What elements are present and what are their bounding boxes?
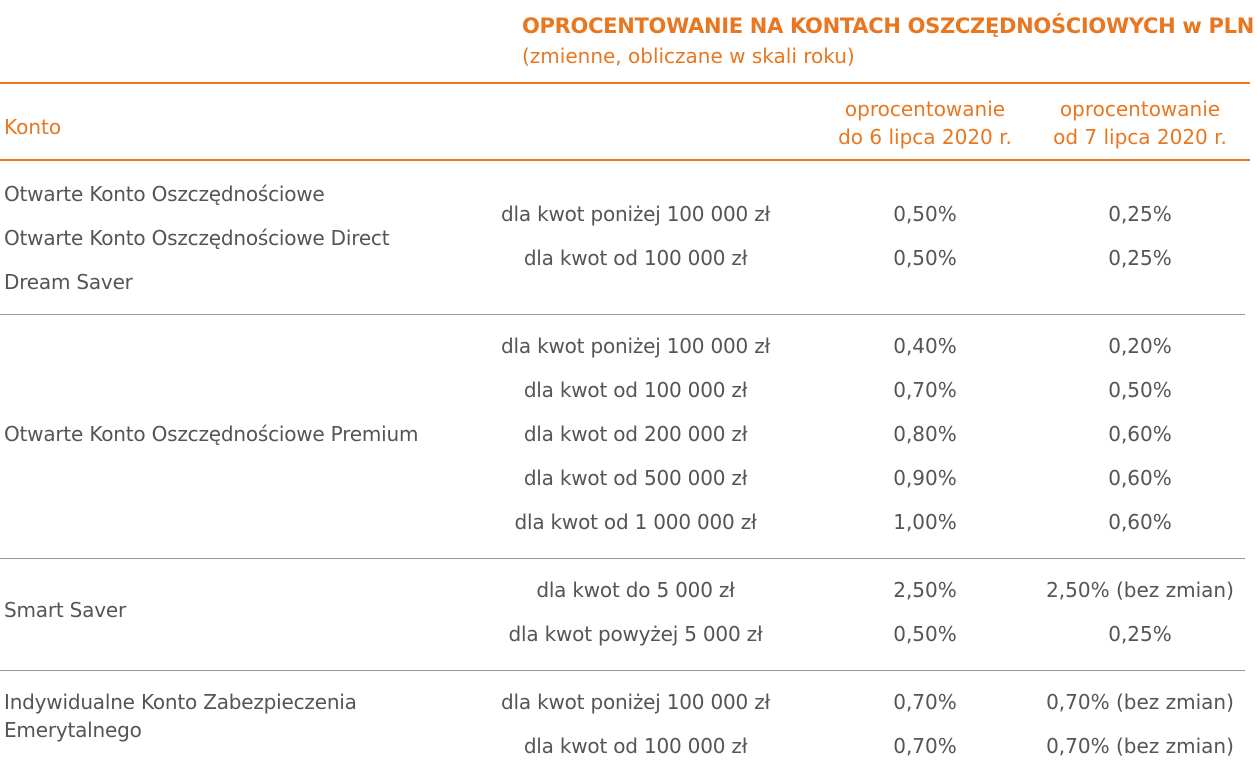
tier-label: dla kwot od 100 000 zł [523,378,748,402]
account-name: Dream Saver [4,270,133,294]
rate-before: 0,70% [893,378,957,402]
rate-before: 2,50% [893,578,957,602]
group-divider [0,314,1245,315]
tier-label: dla kwot poniżej 100 000 zł [501,334,770,358]
rate-before: 0,70% [893,690,957,714]
rate-before: 0,90% [893,466,957,490]
column-header-divider [0,159,1250,161]
group-divider [0,558,1245,559]
column-header-rate-before [820,95,1030,151]
tier-label: dla kwot powyżej 5 000 zł [508,622,763,646]
account-name: Otwarte Konto Oszczędnościowe [4,182,325,206]
rate-before: 0,40% [893,334,957,358]
account-name: Otwarte Konto Oszczędnościowe Premium [4,422,419,446]
rate-before: 0,70% [893,734,957,758]
page-title [522,14,1254,38]
rate-after: 2,50% (bez zmian) [1046,578,1234,602]
tier-label: dla kwot poniżej 100 000 zł [501,690,770,714]
group-divider [0,670,1245,671]
page-subtitle: (zmienne, obliczane w skali roku) [522,44,855,68]
account-name: Smart Saver [4,598,126,622]
column-header-rate-after-line2: od 7 lipca 2020 r. [1053,125,1227,149]
account-name: Otwarte Konto Oszczędnościowe Direct [4,226,390,250]
rate-after: 0,70% (bez zmian) [1046,690,1234,714]
column-header-rate-after-line1: oprocentowanie [1059,97,1221,121]
rate-after: 0,20% [1108,334,1172,358]
rate-after: 0,60% [1108,466,1172,490]
column-header-rate-before-line1: oprocentowanie [844,97,1006,121]
column-header-rate-before-line2: do 6 lipca 2020 r. [838,125,1012,149]
page-title-main: OPROCENTOWANIE NA KONTACH OSZCZĘDNOŚCIOWYCH [522,14,1176,38]
rate-after: 0,25% [1108,202,1172,226]
rate-after: 0,50% [1108,378,1172,402]
account-name: Indywidualne Konto Zabezpieczenia [4,690,357,714]
rate-after: 0,70% (bez zmian) [1046,734,1234,758]
rate-after: 0,60% [1108,422,1172,446]
rate-after: 0,25% [1108,622,1172,646]
rate-after: 0,25% [1108,246,1172,270]
rate-before: 0,80% [893,422,957,446]
page-title-currency: w PLN [1182,14,1254,38]
rate-before: 0,50% [893,622,957,646]
tier-label: dla kwot od 1 000 000 zł [514,510,757,534]
rate-before: 1,00% [893,510,957,534]
column-header-rate-after [1030,95,1250,151]
tier-label: dla kwot od 500 000 zł [523,466,748,490]
tier-label: dla kwot od 200 000 zł [523,422,748,446]
header-divider [0,82,1250,84]
tier-label: dla kwot od 100 000 zł [523,734,748,758]
rate-before: 0,50% [893,202,957,226]
tier-label: dla kwot od 100 000 zł [523,246,748,270]
tier-label: dla kwot poniżej 100 000 zł [501,202,770,226]
rate-after: 0,60% [1108,510,1172,534]
rate-before: 0,50% [893,246,957,270]
account-name: Emerytalnego [4,718,142,742]
tier-label: dla kwot do 5 000 zł [536,578,735,602]
column-header-account: Konto [4,115,62,139]
